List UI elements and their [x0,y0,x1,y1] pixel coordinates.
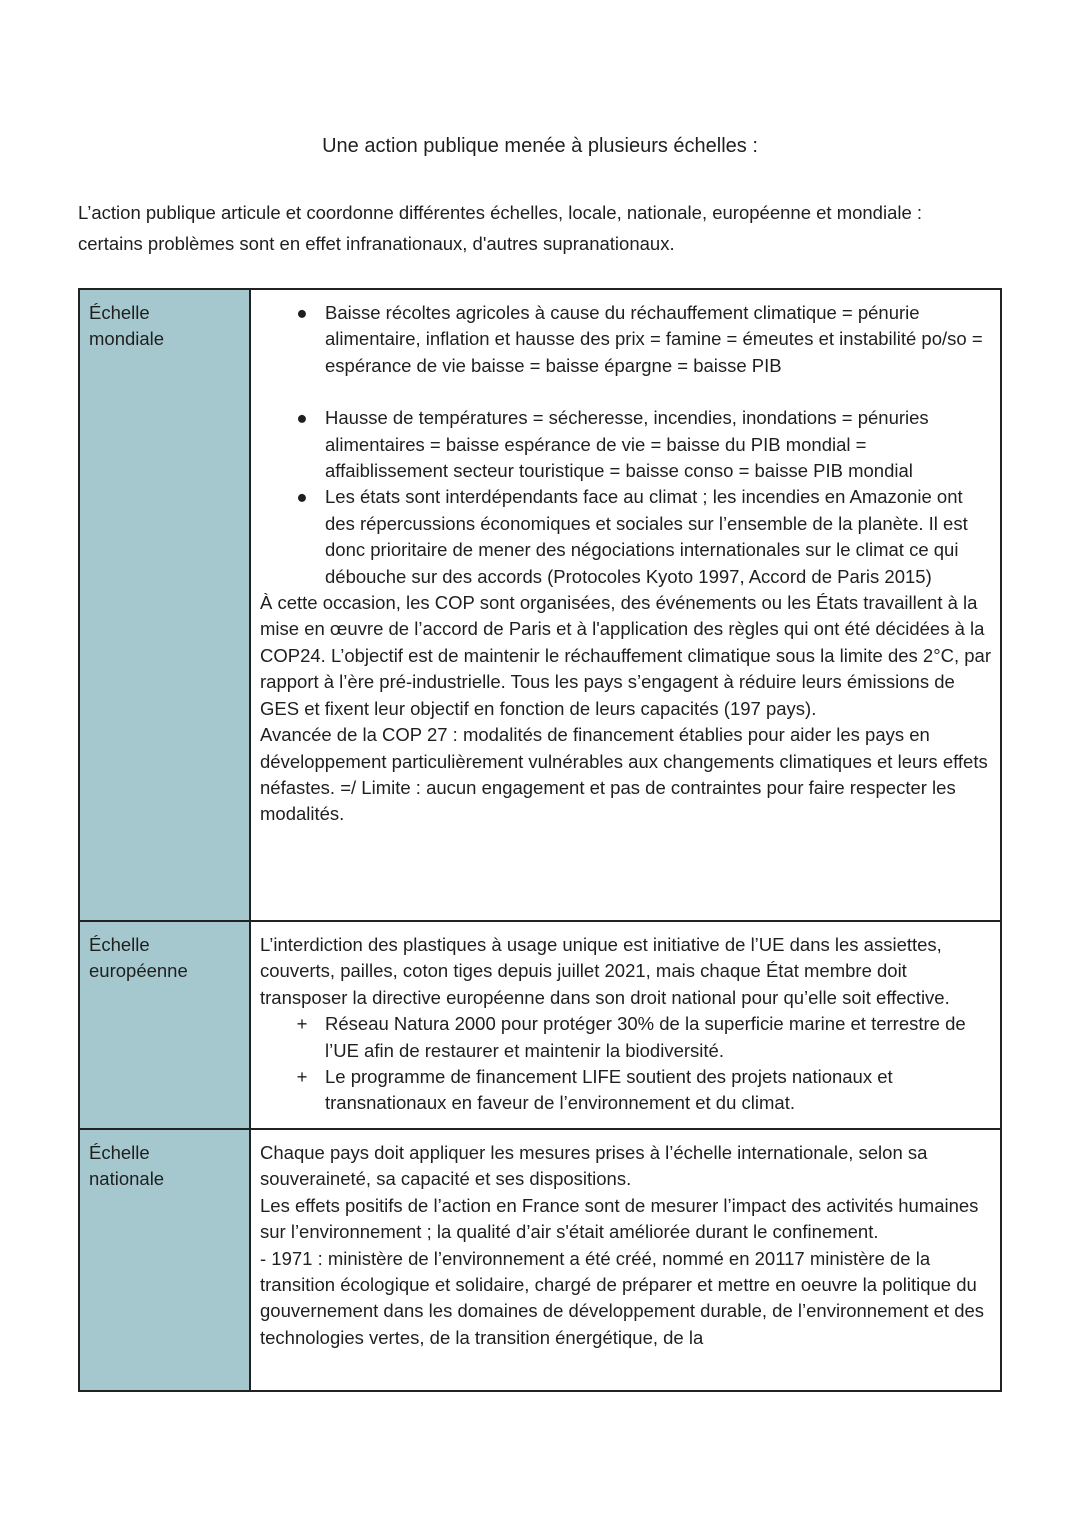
plus-list-europeenne [260,1011,992,1117]
page-title: Une action publique menée à plusieurs échelles : [322,135,758,157]
paragraph-france: Les effets positifs de l’action en France sont de mesurer l’impact des activités humaines sur l’environnement ; la qualité d’air s'était améliorée durant le confinement. [260,1194,979,1243]
intro-line-1: L’action publique articule et coordonne différentes échelles, locale, nationale, européenne et mondiale : [78,202,923,223]
label-cell-nationale [79,1129,250,1391]
bullet-list-mondiale [260,300,992,590]
content-cell-mondiale [250,289,1001,921]
label-line: européenne [89,960,188,982]
row-nationale [79,1129,1001,1391]
list-item-text: Réseau Natura 2000 pour protéger 30% de la superficie marine et terrestre de l’UE afin de restaurer et maintenir la biodiversité. [325,1013,966,1061]
list-item-text: Les états sont interdépendants face au climat ; les incendies en Amazonie ont des répercussions économiques et sociales sur l’ensemble de la planète. Il est donc prioritaire de mener des négociations internationales sur le climat ce qui débouche sur des accords (Protocoles Kyoto 1997, Accord de Paris 2015) [325,486,968,587]
paragraph-cop: À cette occasion, les COP sont organisées, des événements ou les États travaillent à la mise en œuvre de l’accord de Paris et à l'application des règles qui ont été décidées à la COP24. L’objectif est de maintenir le réchauffement climatique sous la limite des 2°C, par rapport à l’ère pré-industrielle. Tous les pays s’engagent à réduire leurs émissions de GES et fixent leur objectif en fonction de leurs capacités (197 pays). [260,592,991,719]
bullet-icon: ● [296,302,308,323]
paragraph-cop27: Avancée de la COP 27 : modalités de financement établies pour aider les pays en développement particulièrement vulnérables aux changements climatiques et leurs effets néfastes. =/ Limite : aucun engagement et pas de contraintes pour faire respecter les modalités. [260,724,988,825]
intro-paragraph [78,197,1018,259]
list-item-text: Hausse de températures = sécheresse, incendies, inondations = pénuries alimentaires = baisse espérance de vie = baisse du PIB mondial = affaiblissement secteur touristique = baisse conso = baisse PIB mondial [325,407,929,482]
row-mondiale [79,289,1001,921]
list-item [260,405,992,484]
scales-table [78,288,1002,1392]
content-cell-europeenne [250,921,1001,1129]
paragraph-1971: - 1971 : ministère de l’environnement a été créé, nommé en 20117 ministère de la transition écologique et solidaire, chargé de préparer et mettre en oeuvre la politique du gouvernement dans les domaines de développement durable, de l’environnement et des technologies vertes, de la transition énergétique, de la [260,1247,985,1348]
list-item-text: Baisse récoltes agricoles à cause du réchauffement climatique = pénurie alimentaire, inflation et hausse des prix = famine = émeutes et instabilité po/so = espérance de vie baisse = baisse épargne = baisse PIB [325,302,983,376]
label-line: Échelle [89,934,150,955]
list-item [260,1064,992,1117]
row-europeenne [79,921,1001,1129]
label-line: Échelle [89,1142,150,1163]
list-item [260,1011,992,1064]
label-line: nationale [89,1168,165,1190]
bullet-icon: ● [296,486,308,508]
plus-icon: + [296,1066,308,1088]
intro-line-2: certains problèmes sont en effet infranationaux, d'autres supranationaux. [78,233,675,254]
list-item [260,484,992,590]
label-cell-mondiale [79,289,250,921]
list-item-text: Le programme de financement LIFE soutient des projets nationaux et transnationaux en faveur de l’environnement et du climat. [325,1066,893,1114]
plus-icon: + [296,1013,308,1035]
paragraph-pays: Chaque pays doit appliquer les mesures prises à l’échelle internationale, selon sa souveraineté, sa capacité et ses dispositions. [260,1142,928,1190]
label-cell-europeenne [79,921,250,1129]
list-item [260,300,992,379]
label-line: Échelle [89,302,150,323]
bullet-icon: ● [296,407,308,429]
content-cell-nationale [250,1129,1001,1391]
label-line: mondiale [89,328,165,350]
paragraph-ue: L’interdiction des plastiques à usage unique est initiative de l’UE dans les assiettes, couverts, pailles, coton tiges depuis juillet 2021, mais chaque État membre doit transposer la directive européenne dans son droit national pour qu’elle soit effective. [260,934,950,1008]
